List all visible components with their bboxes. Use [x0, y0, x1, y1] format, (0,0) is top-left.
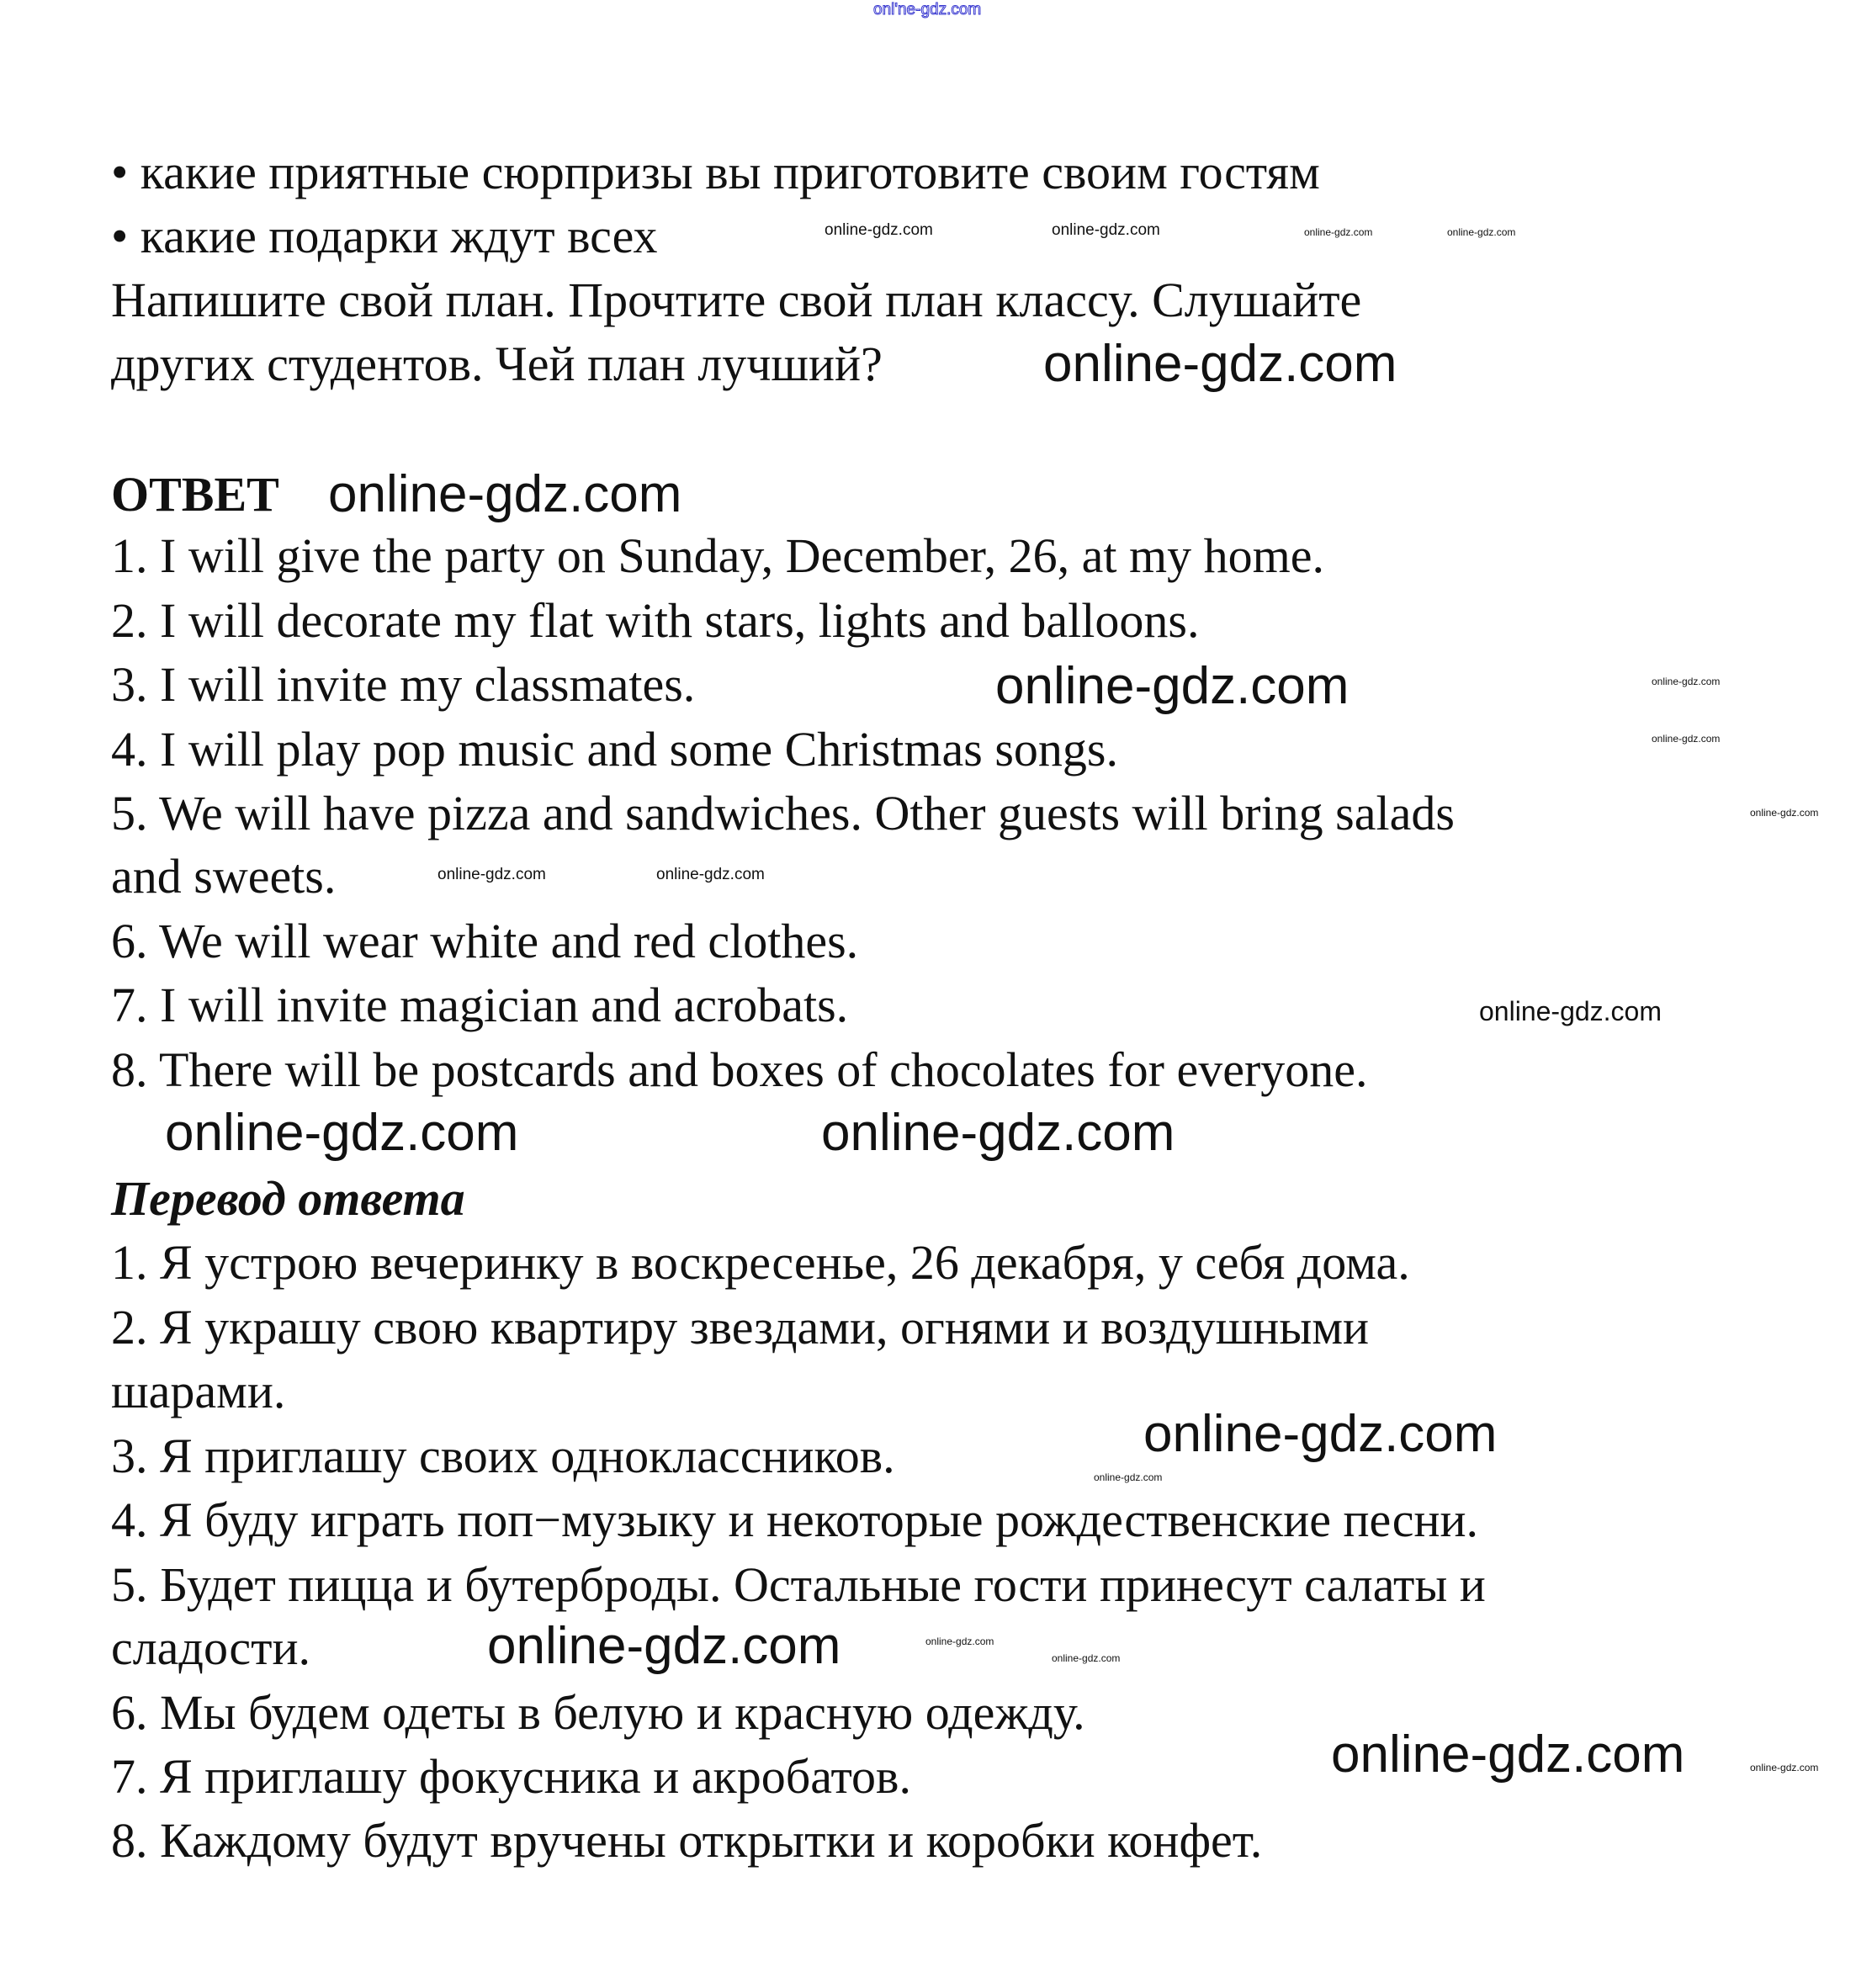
watermark: online-gdz.com: [1043, 335, 1397, 393]
translation-line: 6. Мы будем одеты в белую и красную одежду.: [111, 1685, 1085, 1740]
translation-line: 5. Будет пицца и бутерброды. Остальные гости принесут салаты и: [111, 1557, 1486, 1612]
translation-line: 2. Я украшу свою квартиру звездами, огнями и воздушными: [111, 1300, 1370, 1354]
translation-heading: Перевод ответа: [111, 1171, 465, 1226]
task-line: Напишите свой план. Прочтите свой план классу. Слушайте: [111, 273, 1362, 327]
watermark: online-gdz.com: [656, 866, 765, 883]
answer-line: and sweets.: [111, 849, 337, 904]
answer-line: 8. There will be postcards and boxes of chocolates for everyone.: [111, 1042, 1368, 1097]
watermark: online-gdz.com: [825, 221, 933, 239]
answer-line: 4. I will play pop music and some Christmas songs.: [111, 722, 1118, 777]
watermark: online-gdz.com: [1652, 733, 1721, 745]
translation-line: шарами.: [111, 1364, 286, 1418]
watermark: online-gdz.com: [437, 866, 546, 883]
watermark: online-gdz.com: [1143, 1405, 1498, 1463]
answer-heading: ОТВЕТ: [111, 467, 279, 522]
watermark: online-gdz.com: [328, 465, 682, 523]
answer-line: 1. I will give the party on Sunday, December, 26, at my home.: [111, 528, 1324, 583]
translation-line: 3. Я приглашу своих одноклассников.: [111, 1429, 895, 1483]
watermark: online-gdz.com: [1652, 676, 1721, 687]
translation-line: 8. Каждому будут вручены открытки и коробки конфет.: [111, 1813, 1263, 1868]
task-line: • какие приятные сюрпризы вы приготовите своим гостям: [111, 145, 1320, 199]
watermark: online-gdz.com: [1052, 1652, 1121, 1664]
watermark: online-gdz.com: [1750, 807, 1819, 819]
watermark: online-gdz.com: [487, 1617, 841, 1675]
answer-line: 7. I will invite magician and acrobats.: [111, 978, 849, 1032]
watermark: online-gdz.com: [1447, 226, 1516, 238]
watermark: online-gdz.com: [995, 657, 1350, 715]
watermark: online-gdz.com: [1331, 1726, 1685, 1784]
watermark-top: onl'ne-gdz.com: [873, 1, 982, 19]
task-line: • какие подарки ждут всех: [111, 209, 658, 263]
watermark: online-gdz.com: [1304, 226, 1373, 238]
translation-line: 1. Я устрою вечеринку в воскресенье, 26 декабря, у себя дома.: [111, 1235, 1410, 1290]
watermark: online-gdz.com: [1094, 1471, 1163, 1483]
watermark: online-gdz.com: [165, 1104, 519, 1162]
answer-line: 3. I will invite my classmates.: [111, 657, 696, 712]
watermark: online-gdz.com: [925, 1635, 994, 1647]
task-line: других студентов. Чей план лучший?: [111, 337, 883, 391]
translation-line: сладости.: [111, 1620, 311, 1675]
translation-line: 7. Я приглашу фокусника и акробатов.: [111, 1749, 911, 1804]
watermark: online-gdz.com: [821, 1104, 1175, 1162]
answer-line: 2. I will decorate my flat with stars, lights and balloons.: [111, 593, 1200, 648]
watermark: online-gdz.com: [1479, 996, 1662, 1026]
watermark: online-gdz.com: [1750, 1762, 1819, 1773]
answer-line: 6. We will wear white and red clothes.: [111, 914, 859, 968]
answer-line: 5. We will have pizza and sandwiches. Other guests will bring salads: [111, 786, 1455, 840]
watermark: online-gdz.com: [1052, 221, 1160, 239]
translation-line: 4. Я буду играть поп−музыку и некоторые рождественские песни.: [111, 1492, 1479, 1547]
